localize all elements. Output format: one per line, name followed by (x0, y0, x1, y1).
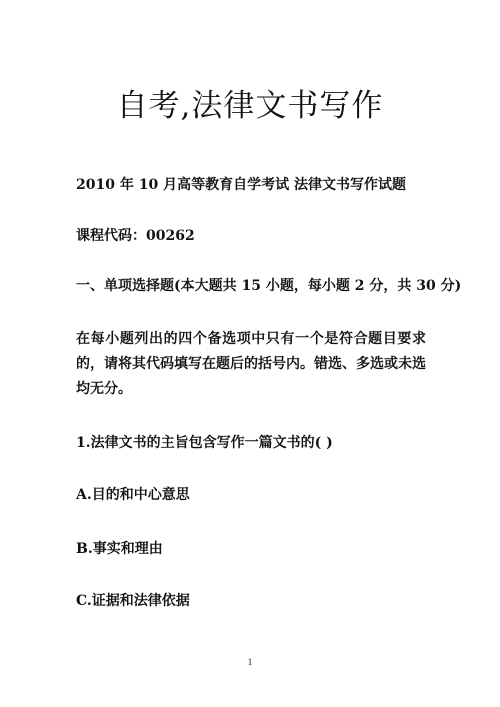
document-title: 自考,法律文书写作 (116, 88, 384, 124)
instructions-paragraph: 在每小题列出的四个备选项中只有一个是符合题目要求的，请将其代码填写在题后的括号内。错选、多选或未选均无分。 (76, 331, 426, 397)
option-b: B.事实和理由 (76, 541, 163, 557)
page-number: 1 (247, 657, 253, 667)
exam-title: 2010 年 10 月高等教育自学考试 法律文书写作试题 (76, 177, 406, 193)
question-stem: 1.法律文书的主旨包含写作一篇文书的( ) (76, 435, 333, 451)
option-c: C.证据和法律依据 (76, 593, 190, 609)
option-a: A.目的和中心意思 (76, 487, 190, 503)
section-heading: 一、单项选择题(本大题共 15 小题，每小题 2 分，共 30 分) (76, 278, 462, 294)
course-code: 课程代码：00262 (76, 228, 195, 244)
